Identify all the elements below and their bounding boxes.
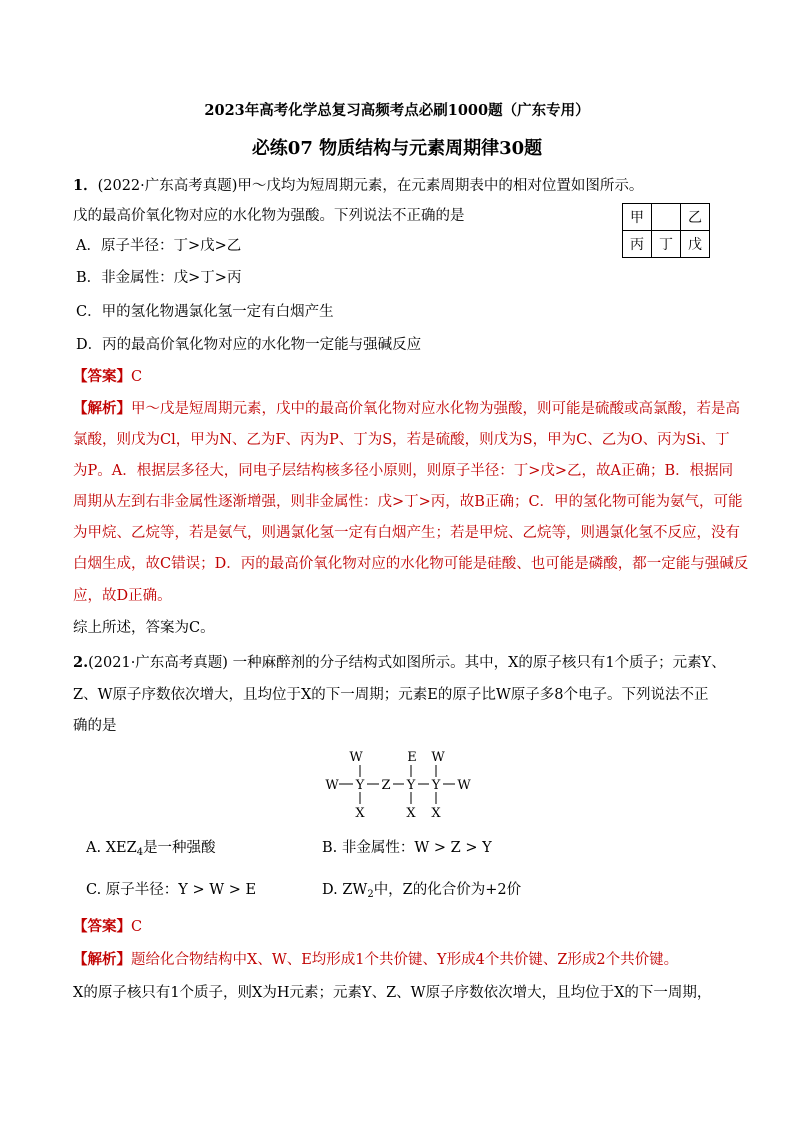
q1-analysis-line2: 氯酸，则戊为Cl，甲为N、乙为F、丙为P、丁为S，若是硫酸，则戊为S，甲为C、乙为O、丙为Si、丁: [73, 432, 730, 448]
atom-bottom-x1: X: [355, 806, 365, 821]
q1-option-a: A．原子半径：丁>戊>乙: [76, 238, 242, 254]
q2-option-a-subscript: 4: [136, 847, 144, 858]
q1-number: 1．: [73, 177, 98, 194]
atom-top-w2: W: [431, 750, 445, 765]
grid-cell-empty: [652, 204, 681, 231]
grid-cell-bing: 丙: [623, 231, 652, 258]
grid-cell-jia: 甲: [623, 204, 652, 231]
q2-stem-line1: [73, 653, 726, 673]
q1-stem-text: 甲～戊均为短周期元素，在元素周期表中的相对位置如图所示。: [237, 178, 644, 194]
q1-analysis-line1: [73, 399, 740, 419]
q2-option-d: [322, 880, 521, 905]
analysis-tag: 【解析】: [73, 951, 131, 968]
atom-y3: Y: [431, 778, 441, 793]
q2-option-c: C. 原子半径：Y > W > E: [86, 882, 257, 898]
q2-option-a-formula: A. XEZ: [86, 840, 137, 856]
molecular-structure: [322, 749, 482, 821]
answer-value: C: [131, 369, 143, 385]
grid-cell-ding: 丁: [652, 231, 681, 258]
answer-tag: 【答案】: [73, 368, 131, 385]
q2-option-b: B. 非金属性：W > Z > Y: [322, 840, 492, 856]
atom-z: Z: [381, 778, 391, 793]
q1-stem-line1: [73, 176, 643, 196]
q1-option-c: C．甲的氢化物遇氯化氢一定有白烟产生: [76, 304, 334, 320]
q2-option-d-subscript: 2: [367, 889, 374, 900]
q2-option-a: [86, 838, 216, 863]
q2-number: 2.: [73, 654, 89, 671]
answer-value: C: [131, 919, 143, 935]
atom-w-left: W: [325, 778, 339, 793]
q2-analysis-line1: [73, 950, 678, 970]
document-title: 2023年高考化学总复习高频考点必刷1000题（广东专用）: [204, 102, 590, 119]
atom-y2: Y: [406, 778, 416, 793]
atom-y1: Y: [355, 778, 365, 793]
q1-option-d: D．丙的最高价氧化物对应的水化物一定能与强碱反应: [76, 337, 422, 353]
analysis-text: 题给化合物结构中X、W、E均形成1个共价键、Y形成4个共价键、Z形成2个共价键。: [131, 952, 679, 968]
q2-stem-text: 一种麻醉剂的分子结构式如图所示。其中，X的原子核只有1个质子；元素Y、: [232, 655, 726, 671]
q2-stem-line2: Z、W原子序数依次增大，且均位于X的下一周期；元素E的原子比W原子多8个电子。下列说法不正: [73, 687, 709, 703]
q1-stem-line2: 戊的最高价氧化物对应的水化物为强酸。下列说法不正确的是: [73, 208, 465, 224]
answer-tag: 【答案】: [73, 918, 131, 935]
section-title: 必练07 物质结构与元素周期律30题: [251, 138, 543, 159]
q1-analysis-line7: 应，故D正确。: [73, 588, 172, 604]
atom-w-right: W: [457, 778, 471, 793]
atom-top-w1: W: [349, 750, 363, 765]
q1-option-b: B．非金属性：戊>丁>丙: [76, 270, 242, 286]
q1-summary: 综上所述，答案为C。: [73, 620, 215, 636]
analysis-tag: 【解析】: [73, 400, 131, 417]
q1-answer: [73, 367, 142, 387]
atom-bottom-x3: X: [431, 806, 441, 821]
grid-cell-wu: 戊: [681, 231, 710, 258]
q1-analysis-line6: 白烟生成，故C错误；D．丙的最高价氧化物对应的水化物可能是硅酸、也可能是磷酸，都一定能与强碱反: [73, 556, 749, 572]
grid-cell-yi: 乙: [681, 204, 710, 231]
q2-analysis-line2: X的原子核只有1个质子，则X为H元素；元素Y、Z、W原子序数依次增大，且均位于X的下一周期，: [73, 985, 712, 1001]
q1-source: (2022·广东高考真题): [97, 178, 238, 194]
atom-top-e: E: [407, 750, 417, 765]
q2-option-d-formula: D. ZW: [322, 882, 368, 898]
analysis-text: 甲～戊是短周期元素，戊中的最高价氧化物对应水化物为强酸，则可能是硫酸或高氯酸，若是高: [131, 401, 740, 417]
q2-source: (2021·广东高考真题): [88, 655, 228, 671]
atom-bottom-x2: X: [406, 806, 416, 821]
q2-option-a-text: 是一种强酸: [143, 840, 216, 856]
q1-analysis-line3: 为P。A．根据层多径大，同电子层结构核多径小原则，则原子半径：丁>戊>乙，故A正确；B．根据同: [73, 463, 734, 479]
periodic-table-fragment: [622, 203, 710, 258]
q2-stem-line3: 确的是: [73, 718, 117, 734]
q1-analysis-line4: 周期从左到右非金属性逐渐增强，则非金属性：戊>丁>丙，故B正确；C．甲的氢化物可能为氨气，可能: [73, 494, 743, 510]
q2-answer: [73, 917, 142, 937]
q2-option-d-text: 中，Z的化合价为+2价: [373, 882, 522, 898]
q1-analysis-line5: 为甲烷、乙烷等，若是氨气，则遇氯化氢一定有白烟产生；若是甲烷、乙烷等，则遇氯化氢不反应，没有: [73, 525, 740, 541]
